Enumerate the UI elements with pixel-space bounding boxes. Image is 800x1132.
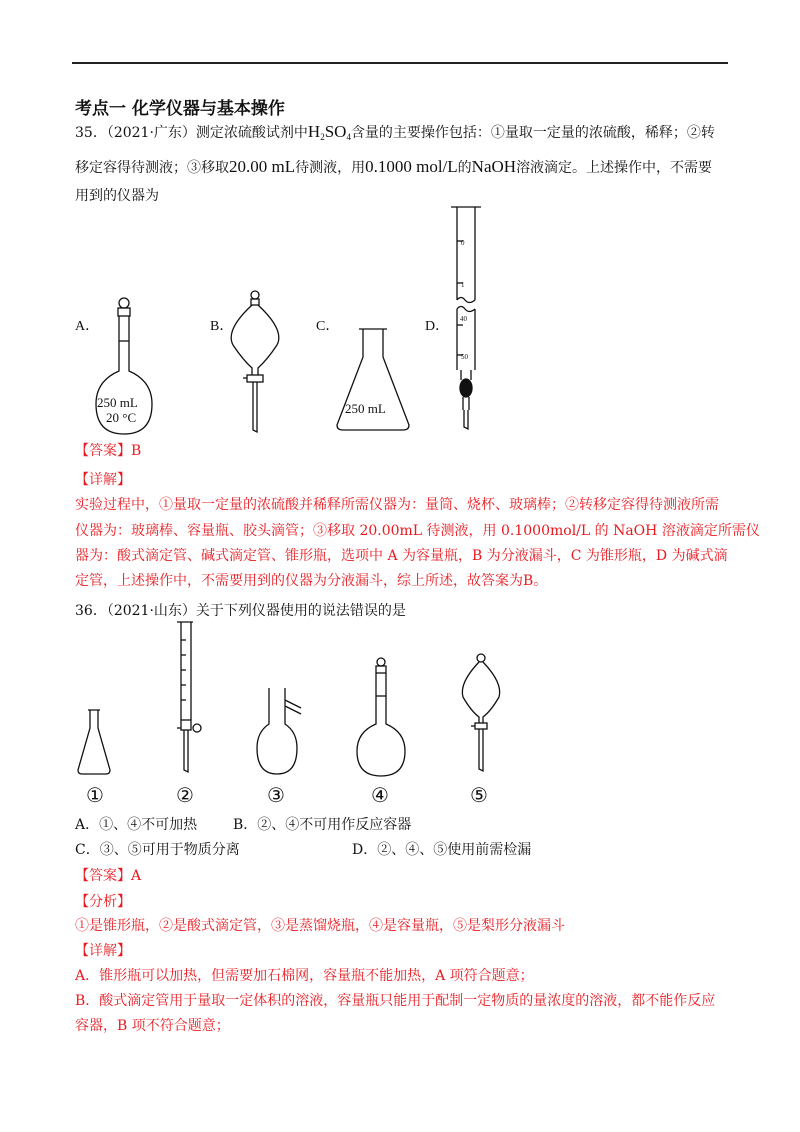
q35-line-1: 35．（2021·广东）测定浓硫酸试剂中$H_2SO_4$含量的主要操作包括：①量取一定量的浓硫酸，稀释；②转 bbox=[75, 122, 715, 142]
q35-detail-head: 【详解】 bbox=[75, 472, 131, 488]
q35-option-d: D． bbox=[425, 319, 450, 334]
q36-option-c: C．③、⑤可用于物质分离 bbox=[75, 842, 240, 858]
acid-burette-icon bbox=[173, 620, 213, 775]
svg-text:40: 40 bbox=[460, 315, 467, 323]
svg-text:50: 50 bbox=[461, 353, 468, 361]
q35-line-2: 移定容得待测液；③移取20.00 mL待测液，用0.1000 mol/L的NaOH溶液滴定。上述操作中，不需要 bbox=[75, 157, 713, 176]
q35-answer: 【答案】B bbox=[75, 443, 142, 459]
flask-temp-label: 20 °C bbox=[106, 410, 137, 425]
q36-stem: 36．（2021·山东）关于下列仪器使用的说法错误的是 bbox=[75, 603, 406, 619]
q35-option-a: A． bbox=[75, 319, 100, 334]
q36-option-b: B．②、④不可用作反应容器 bbox=[233, 817, 412, 833]
flask-volume-label: 250 mL bbox=[97, 395, 138, 410]
q36-option-a: A．①、④不可加热 bbox=[75, 817, 198, 833]
q36-analysis-head: 【分析】 bbox=[75, 894, 131, 910]
q36-analysis: ①是锥形瓶，②是酸式滴定管，③是蒸馏烧瓶，④是容量瓶，⑤是梨形分液漏斗 bbox=[75, 918, 565, 934]
separatory-funnel-icon bbox=[457, 653, 507, 775]
label-3: ③ bbox=[267, 783, 285, 807]
erlenmeyer-flask-icon bbox=[76, 708, 112, 776]
header-rule bbox=[72, 62, 728, 64]
q36-answer: 【答案】A bbox=[75, 868, 142, 884]
erlenmeyer-flask-icon bbox=[333, 327, 413, 432]
label-2: ② bbox=[176, 783, 194, 807]
q35-detail-line: 定管，上述操作中，不需要用到的仪器为分液漏斗，综上所述，故答案为B。 bbox=[75, 573, 548, 589]
section-title: 考点一 化学仪器与基本操作 bbox=[75, 99, 285, 119]
erlenmeyer-volume-label: 250 mL bbox=[345, 401, 386, 416]
q35-detail-line: 实验过程中，①量取一定量的浓硫酸并稀释所需仪器为：量筒、烧杯、玻璃棒；②转移定容得待测液所需 bbox=[75, 497, 719, 513]
volumetric-flask-icon bbox=[355, 656, 411, 778]
q36-detail-line: 容器，B 项不符合题意； bbox=[75, 1018, 230, 1034]
distillation-flask-icon bbox=[255, 686, 305, 776]
q35-line-3: 用到的仪器为 bbox=[75, 188, 159, 204]
q35-detail-line: 仪器为：玻璃棒、容量瓶、胶头滴管；③移取 20.00mL 待测液，用 0.1000mol/L 的 NaOH 溶液滴定所需仪 bbox=[75, 523, 760, 539]
label-1: ① bbox=[86, 783, 104, 807]
q36-detail-line: A．锥形瓶可以加热，但需要加石棉网，容量瓶不能加热，A 项符合题意； bbox=[75, 968, 534, 984]
svg-text:1: 1 bbox=[461, 281, 465, 289]
h2so4-formula: $H_2SO_4$ bbox=[307, 122, 351, 142]
label-4: ④ bbox=[371, 783, 389, 807]
q36-detail-head: 【详解】 bbox=[75, 943, 131, 959]
q35-detail-line: 器为：酸式滴定管、碱式滴定管、锥形瓶，选项中 A 为容量瓶，B 为分液漏斗，C 为锥形瓶，D 为碱式滴 bbox=[75, 548, 728, 564]
q35-option-c: C． bbox=[316, 319, 340, 334]
q35-option-b: B． bbox=[210, 319, 234, 334]
separatory-funnel-icon bbox=[225, 290, 285, 435]
volumetric-flask-icon bbox=[94, 296, 164, 436]
label-5: ⑤ bbox=[470, 783, 488, 807]
q36-detail-line: B．酸式滴定管用于量取一定体积的溶液，容量瓶只能用于配制一定物质的量浓度的溶液，都不能作反应 bbox=[75, 993, 716, 1009]
svg-text:0: 0 bbox=[461, 239, 465, 247]
q36-option-d: D．②、④、⑤使用前需检漏 bbox=[352, 842, 532, 858]
base-burette-icon bbox=[447, 205, 487, 435]
